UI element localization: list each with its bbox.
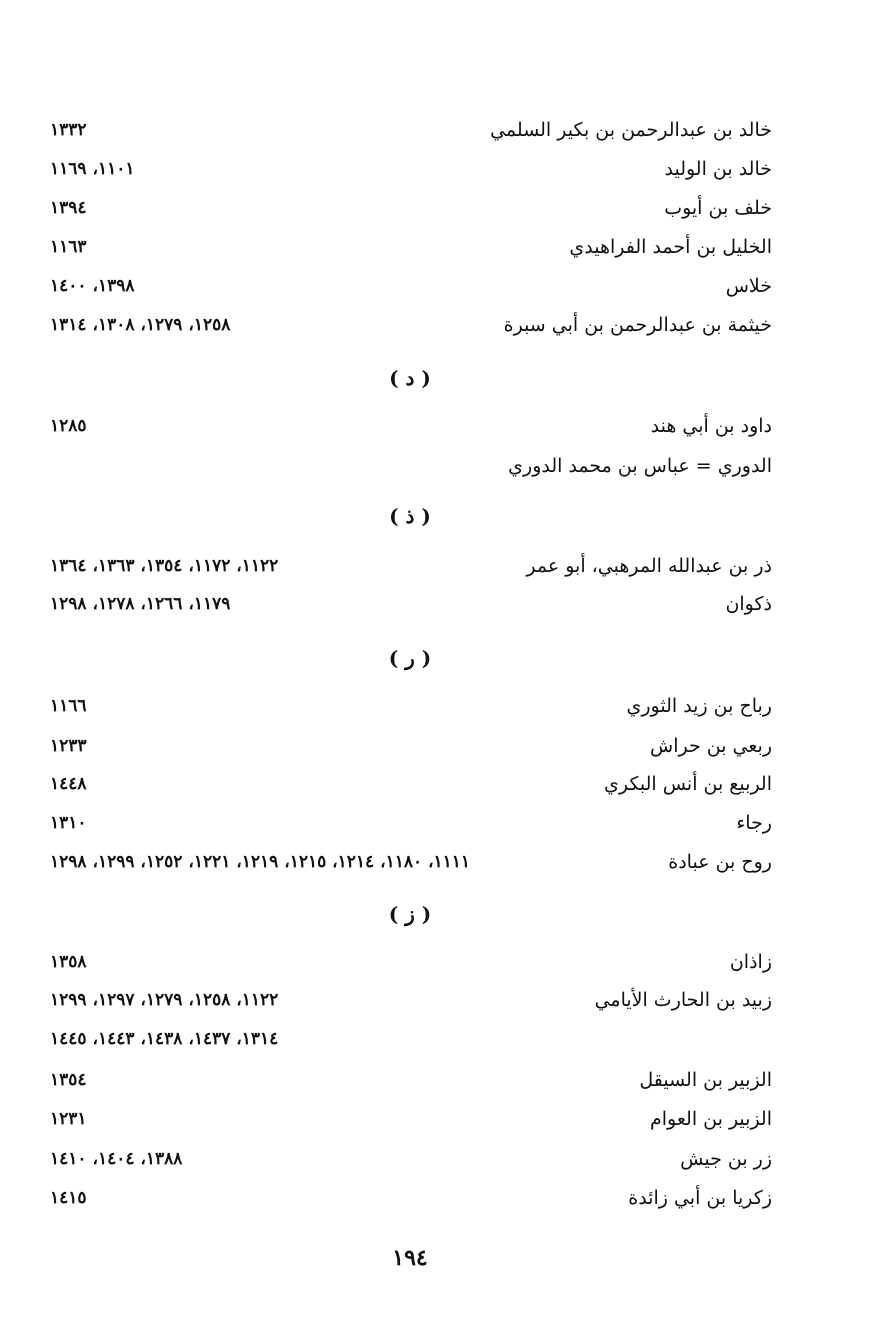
index-entry [50, 1062, 772, 1098]
entry-refs: ١٤٤٨ [50, 774, 87, 794]
entry-refs: ١١٢٢، ١١٧٢، ١٣٥٤، ١٣٦٣، ١٣٦٤ [50, 556, 279, 576]
entry-name: الربيع بن أنس البكري [604, 773, 772, 795]
entry-refs: ١٣٥٤ [50, 1070, 87, 1090]
entry-name: رجاء [736, 812, 772, 834]
entry-name: زكريا بن أبي زائدة [628, 1187, 772, 1209]
entry-refs: ١٣١٠ [50, 813, 87, 833]
entry-refs: ١١٦٦ [50, 696, 87, 716]
index-entry [50, 268, 772, 304]
entry-refs: ١١١١، ١١٨٠، ١٢١٤، ١٢١٥، ١٢١٩، ١٢٢١، ١٢٥٢، ١٢٩٩، ١٢٩٨ [50, 852, 471, 872]
index-entry [50, 728, 772, 764]
index-entry [50, 307, 772, 343]
index-entry [50, 1101, 772, 1137]
entry-refs: ١٣٥٨ [50, 952, 87, 972]
entry-name: ذر بن عبدالله المرهبي، أبو عمر [526, 555, 772, 577]
entry-refs: ١٣٣٢ [50, 120, 87, 140]
index-entry [50, 766, 772, 802]
entry-refs: ١٤١٥ [50, 1188, 87, 1208]
section-heading-dal: ( د ) [389, 366, 431, 390]
entry-refs: ١٢٣٣ [50, 736, 87, 756]
page-number: ١٩٤ [392, 1245, 428, 1271]
index-entry [50, 229, 772, 265]
entry-name: زبيد بن الحارث الأيامي [594, 989, 772, 1011]
section-heading-zay: ( ز ) [388, 902, 432, 926]
entry-name: الزبير بن العوام [650, 1108, 772, 1130]
entry-name: خالد بن عبدالرحمن بن بكير السلمي [490, 119, 772, 141]
index-entry [50, 1141, 772, 1177]
section-heading-ra: ( ر ) [388, 646, 432, 670]
entry-name: الزبير بن السيقل [639, 1069, 772, 1091]
entry-name: ذكوان [725, 593, 772, 615]
section-heading-dhal: ( ذ ) [389, 504, 431, 528]
index-entry [50, 190, 772, 226]
entry-name: داود بن أبي هند [650, 415, 772, 437]
entry-name: الدوري = عباس بن محمد الدوري [508, 455, 772, 477]
entry-refs: ١١٠١، ١١٦٩ [50, 159, 135, 179]
index-entry [50, 805, 772, 841]
entry-name: خلف بن أيوب [664, 197, 772, 219]
entry-name: روح بن عبادة [668, 851, 772, 873]
entry-refs: ١٣٩٨، ١٤٠٠ [50, 276, 135, 296]
index-entry [50, 586, 772, 622]
entry-refs: ١١٧٩، ١٢٦٦، ١٢٧٨، ١٢٩٨ [50, 594, 231, 614]
entry-refs: ١٣٩٤ [50, 198, 87, 218]
entry-name: الخليل بن أحمد الفراهيدي [569, 236, 772, 258]
entry-name: خلاس [725, 275, 772, 297]
entry-refs: ١١٦٣ [50, 237, 87, 257]
entry-refs: ١٣١٤، ١٤٣٧، ١٤٣٨، ١٤٤٣، ١٤٤٥ [50, 1029, 279, 1049]
index-entry [50, 151, 772, 187]
index-entry [50, 448, 772, 484]
index-entry [50, 548, 772, 584]
entry-refs: ١٢٣١ [50, 1109, 87, 1129]
index-entry [50, 1180, 772, 1216]
entry-name: خالد بن الوليد [664, 158, 772, 180]
entry-refs: ١٢٥٨، ١٢٧٩، ١٣٠٨، ١٣١٤ [50, 315, 231, 335]
index-entry [50, 112, 772, 148]
entry-refs: ١٢٨٥ [50, 416, 87, 436]
index-entry [50, 982, 772, 1018]
index-entry-continuation [50, 1021, 772, 1057]
entry-name: ربعي بن حراش [650, 735, 772, 757]
index-entry [50, 408, 772, 444]
index-entry [50, 944, 772, 980]
entry-name: زر بن جيش [680, 1148, 772, 1170]
entry-name: خيثمة بن عبدالرحمن بن أبي سبرة [503, 314, 772, 336]
index-entry [50, 844, 772, 880]
entry-name: زاذان [729, 951, 772, 973]
index-entry [50, 688, 772, 724]
entry-refs: ١١٢٢، ١٢٥٨، ١٢٧٩، ١٢٩٧، ١٢٩٩ [50, 990, 279, 1010]
entry-refs: ١٣٨٨، ١٤٠٤، ١٤١٠ [50, 1149, 183, 1169]
entry-name: رباح بن زيد الثوري [626, 695, 772, 717]
